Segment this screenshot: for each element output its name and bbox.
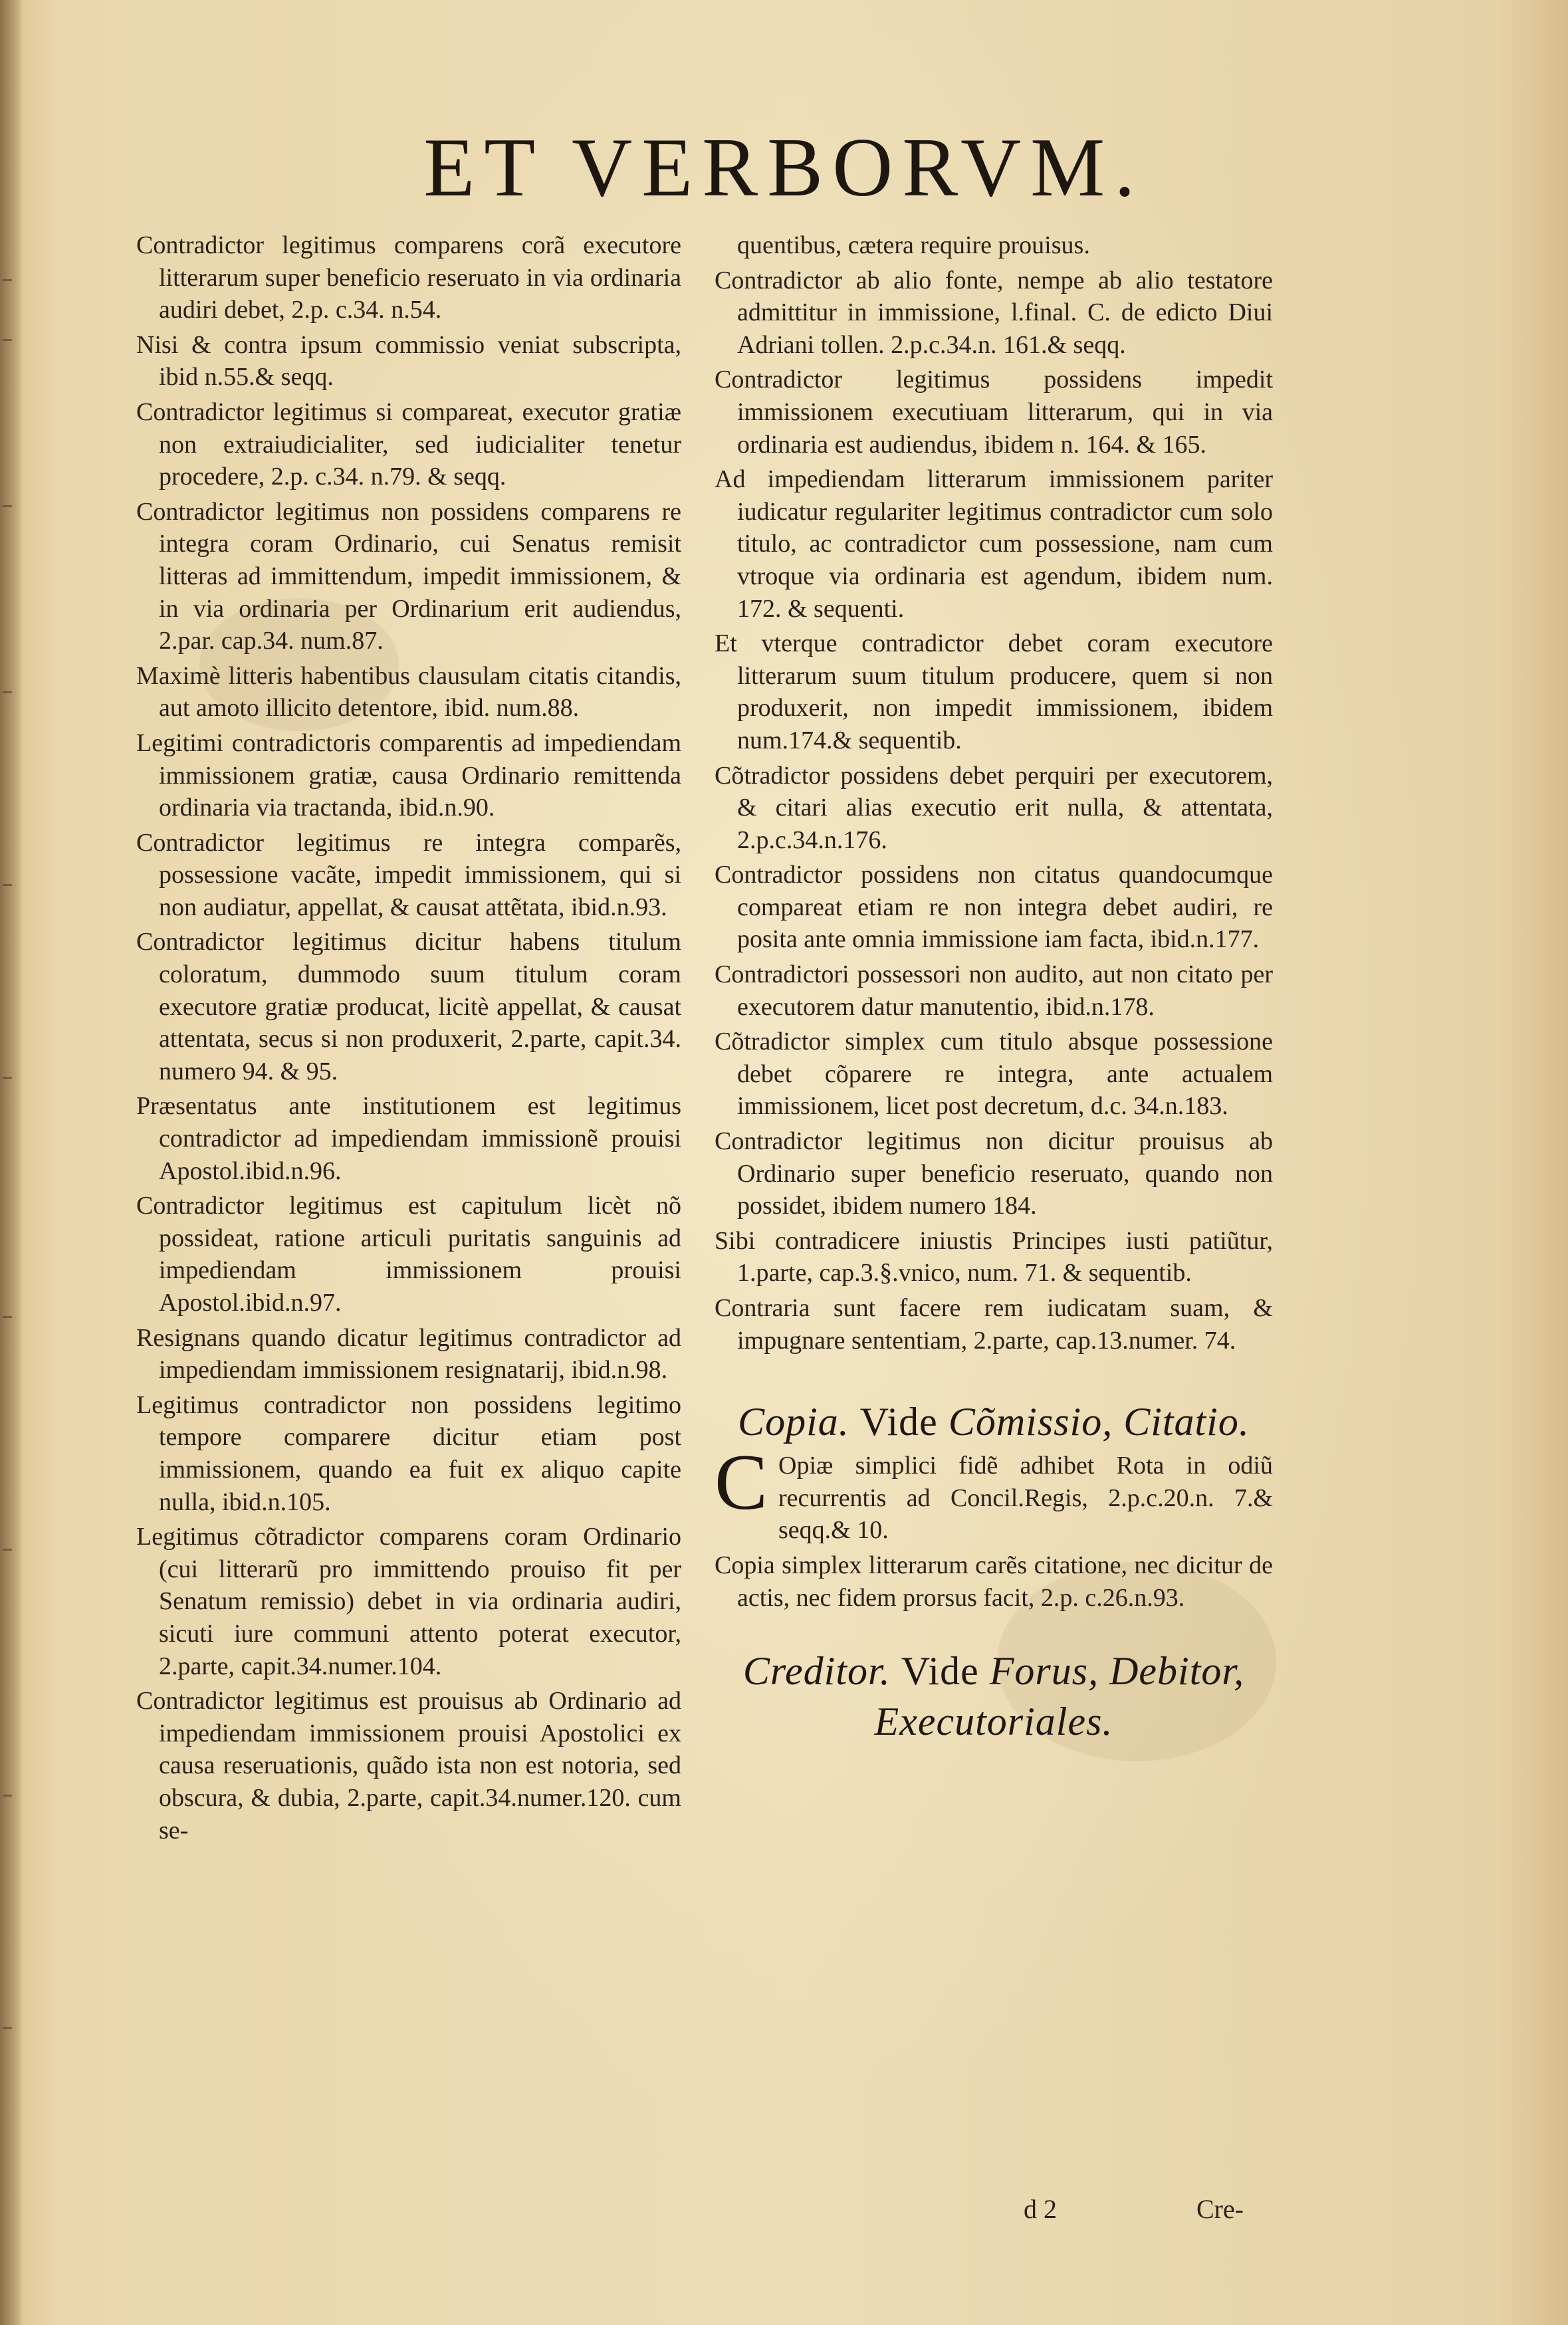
index-entry: Legitimus contradictor non possidens legitimo tempore comparere dicitur etiam post immissionem, quando ea fuit ex aliquo capite nulla, ibid.n.105. xyxy=(136,1390,681,1516)
index-entry: Contradictor legitimus est capitulum licèt nõ possideat, ratione articuli puritatis sanguinis ad impediendam immissionem prouisi Apostol.ibid.n.97. xyxy=(136,1192,681,1317)
index-entry: Legitimi contradictoris comparentis ad impediendam immissionem gratiæ, causa Ordinario remittenda ordinaria via tractanda, ibid.n.90. xyxy=(136,728,681,822)
index-entry: Contradictor legitimus dicitur habens titulum coloratum, dummodo suum titulum coram executore gratiæ producat, licitè appellat, & causat attentata, secus si non produxerit, 2.parte, capit.34. numero 94. & 95. xyxy=(136,928,681,1085)
index-entry: Contradictor legitimus comparens corã executore litterarum super beneficio reseruato in via ordinaria audiri debet, 2.p. c.34. n.54. xyxy=(136,231,681,324)
index-entry: Contradictor legitimus est prouisus ab Ordinario ad impediendam immissionem prouisi Apostolici ex causa reseruationis, quãdo ista non est notoria, sed obscura, & dubia, 2.parte, capit.34.numer.120. cum se- xyxy=(136,1687,681,1844)
index-entry: Contradictor legitimus re integra comparẽs, possessione vacãte, impedit immissionem, qui si non audiatur, appellat, & causat attẽtata, ibid.n.93. xyxy=(136,828,681,921)
index-entry: Contradictor legitimus non dicitur prouisus ab Ordinario super beneficio reseruato, quando non possidet, ibidem numero 184. xyxy=(715,1127,1273,1220)
index-entry: Contradictor legitimus possidens impedit immissionem executiuam litterarum, qui in via ordinaria est audiendus, ibidem n. 164. & 165. xyxy=(715,366,1273,459)
section-keyword: Creditor. xyxy=(742,1649,891,1694)
signature-mark: d 2 xyxy=(1024,2194,1057,2224)
index-entry: Ad impediendam litterarum immissionem pariter iudicatur regulariter legitimus contradictor cum solo titulo, ac contradictor cum possessione, nam cum vtroque via ordinaria est agendum, ibidem num. 172. & sequenti. xyxy=(715,465,1273,623)
cross-references: Forus, Debitor, Executoriales. xyxy=(874,1649,1245,1744)
index-entry: Præsentatus ante institutionem est legitimus contradictor ad impediendam immissionẽ prouisi Apostol.ibid.n.96. xyxy=(136,1092,681,1185)
continued-entry: quentibus, cætera require prouisus. xyxy=(737,231,1090,259)
index-entry: Cõtradictor possidens debet perquiri per executorem, & citari alias executio erit nulla, & attentata, 2.p.c.34.n.176. xyxy=(715,761,1273,854)
index-entry: Sibi contradicere iniustis Principes iusti patiũtur, 1.parte, cap.3.§.vnico, num. 71. & sequentib. xyxy=(715,1226,1273,1287)
index-entry: Legitimus cõtradictor comparens coram Ordinario (cui litterarũ pro immittendo prouiso fit per Senatum remissio) debet in via ordinaria audiri, sicuti iure communi attento poterat executor, 2.parte, capit.34.numer.104. xyxy=(136,1523,681,1680)
index-entry: Contradictor legitimus si compareat, executor gratiæ non extraiudicialiter, sed iudicialiter tenetur procedere, 2.p. c.34. n.79. & seqq. xyxy=(136,397,681,491)
index-entry: Contraria sunt facere rem iudicatam suam, & impugnare sententiam, 2.parte, cap.13.numer. 74. xyxy=(715,1294,1273,1355)
section-heading-copia xyxy=(715,1398,1273,1446)
index-entry: Et vterque contradictor debet coram executore litterarum suum titulum producere, quem si non produxerit, non impedit immissionem, ibidem num.174.& sequentib. xyxy=(715,629,1273,754)
index-entry: Nisi & contra ipsum commissio veniat subscripta, ibid n.55.& seqq. xyxy=(136,330,681,391)
right-column xyxy=(715,229,1273,1751)
section-heading-creditor xyxy=(715,1646,1273,1747)
index-entry: Resignans quando dicatur legitimus contradictor ad impediendam immissionem resignatarij, ibid.n.98. xyxy=(136,1323,681,1384)
entry-text: Opiæ simplici fidẽ adhibet Rota in odiũ recurrentis ad Concil.Regis, 2.p.c.20.n. 7.& seqq.& 10. xyxy=(778,1452,1273,1545)
index-entry: Contradictori possessori non audito, aut non citato per executorem datur manutentio, ibid.n.178. xyxy=(715,960,1273,1021)
binding-gutter xyxy=(0,0,23,2325)
left-column xyxy=(136,229,681,1849)
cross-references: Cõmissio, Citatio. xyxy=(948,1400,1250,1444)
drop-capital: C xyxy=(715,1438,768,1527)
index-entry xyxy=(715,1438,1273,1547)
vide-label: Vide xyxy=(901,1649,979,1694)
index-entry: Copia simplex litterarum carẽs citatione, nec dicitur de actis, nec fidem prorsus facit, 2.p. c.26.n.93. xyxy=(715,1551,1273,1612)
index-entry: Contradictor ab alio fonte, nempe ab alio testatore admittitur in immissione, l.final. C. de edicto Diui Adriani tollen. 2.p.c.34.n. 161.& seqq. xyxy=(715,266,1273,359)
section-keyword: Copia. xyxy=(738,1400,849,1444)
index-entry: Contradictor legitimus non possidens comparens re integra coram Ordinario, cui Senatus remisit litteras ad immittendum, impedit immissionem, & in via ordinaria per Ordinarium erit audiendus, 2.par. cap.34. num.87. xyxy=(136,497,681,655)
running-head: ET VERBORVM. xyxy=(423,122,1145,214)
index-entry: Maximè litteris habentibus clausulam citatis citandis, aut amoto illicito detentore, ibid. num.88. xyxy=(136,661,681,722)
catchword: Cre- xyxy=(1196,2194,1244,2224)
index-entry: Contradictor possidens non citatus quandocumque compareat etiam re non integra debet audiri, re posita ante omnia immissione iam facta, ibid.n.177. xyxy=(715,861,1273,954)
index-entry: Cõtradictor simplex cum titulo absque possessione debet cõparere re integra, ante actualem immissionem, licet post decretum, d.c. 34.n.183. xyxy=(715,1028,1273,1121)
vide-label: Vide xyxy=(859,1400,938,1444)
